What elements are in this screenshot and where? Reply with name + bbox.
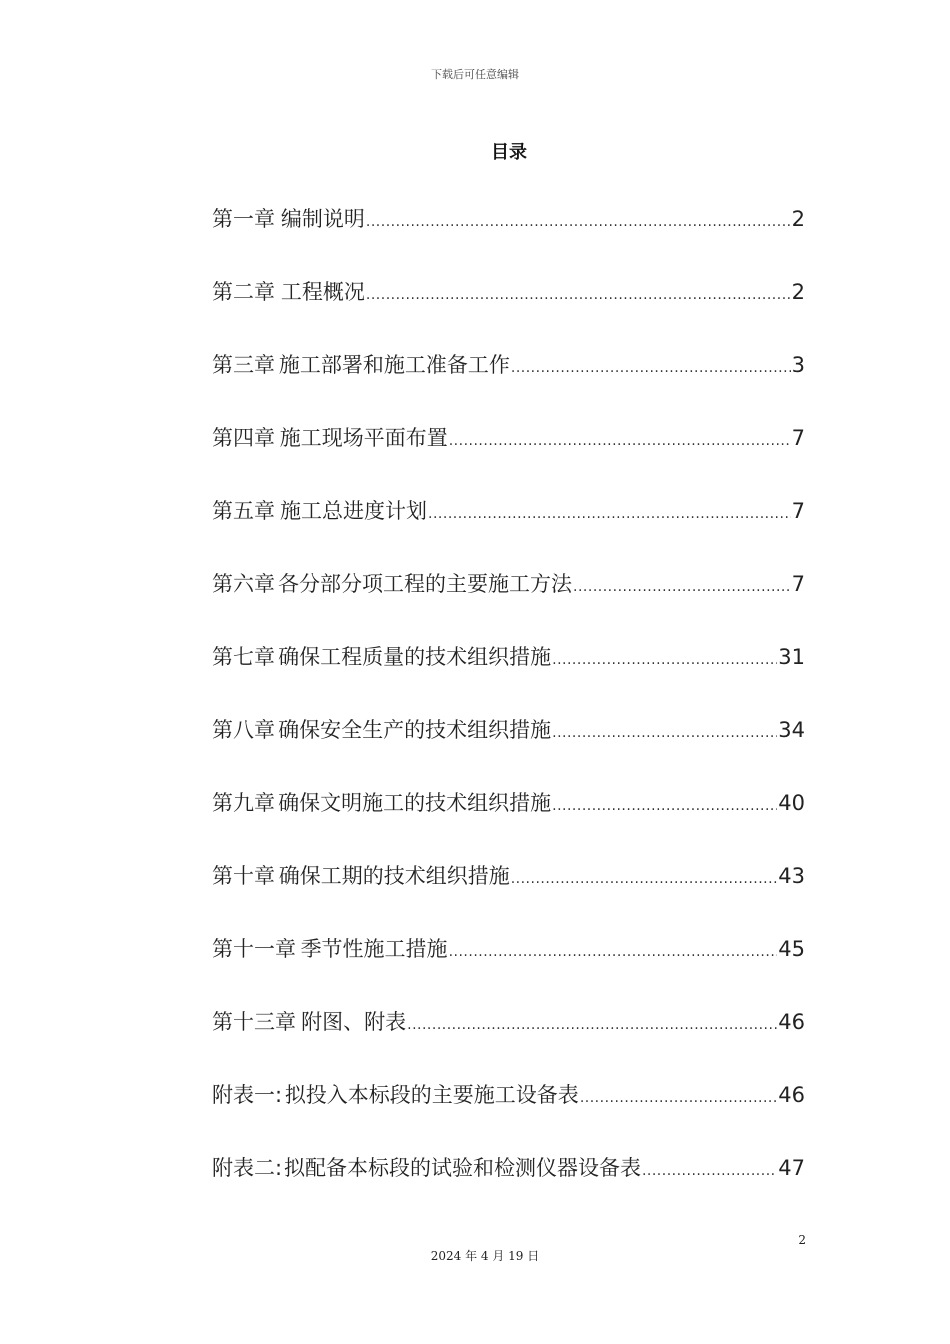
toc-entry-label: 拟投入本标段的主要施工设备表 xyxy=(284,1083,579,1107)
toc-entry-12[interactable] xyxy=(212,1000,805,1073)
toc-entry-label: 施工现场平面布置 xyxy=(279,426,448,450)
toc-entry-chapter: 第九章 xyxy=(212,791,275,815)
toc-entry-page: 34 xyxy=(778,718,805,742)
toc-leader-dots xyxy=(511,857,778,901)
toc-entry-2[interactable] xyxy=(212,270,805,343)
toc-leader-dots xyxy=(552,711,777,755)
page-number: 2 xyxy=(798,1233,806,1247)
toc-entry-page: 46 xyxy=(778,1083,805,1107)
toc-entry-chapter: 第四章 xyxy=(212,426,275,450)
toc-entry-label: 各分部分项工程的主要施工方法 xyxy=(278,572,573,596)
toc-entry-label: 施工总进度计划 xyxy=(280,499,428,523)
toc-leader-dots xyxy=(366,273,791,317)
toc-entry-page: 46 xyxy=(778,1010,805,1034)
toc-entry-3[interactable] xyxy=(212,343,805,416)
toc-leader-dots xyxy=(428,492,791,536)
toc-leader-dots xyxy=(449,930,778,974)
toc-entry-11[interactable] xyxy=(212,927,805,1000)
toc-leader-dots xyxy=(407,1003,777,1047)
toc-entry-chapter: 第三章 xyxy=(212,353,275,377)
toc-leader-dots xyxy=(366,200,791,244)
toc-entry-4[interactable] xyxy=(212,416,805,489)
toc-entry-page: 31 xyxy=(778,645,805,669)
toc-entry-page: 45 xyxy=(778,937,805,961)
toc-entry-chapter: 第二章 xyxy=(212,280,275,304)
toc-entry-8[interactable] xyxy=(212,708,805,781)
toc-leader-dots xyxy=(580,1076,777,1120)
toc-entry-page: 3 xyxy=(791,353,805,377)
toc-entry-5[interactable] xyxy=(212,489,805,562)
toc-entry-label: 确保工程质量的技术组织措施 xyxy=(278,645,552,669)
toc-entry-page: 7 xyxy=(791,426,805,450)
toc-leader-dots xyxy=(511,346,791,390)
toc-entry-10[interactable] xyxy=(212,854,805,927)
toc-entry-1[interactable] xyxy=(212,197,805,270)
toc-entry-label: 季节性施工措施 xyxy=(300,937,448,961)
toc-entry-chapter: 附表一: xyxy=(212,1083,283,1107)
toc-entry-page: 40 xyxy=(778,791,805,815)
toc-entry-chapter: 第五章 xyxy=(212,499,275,523)
toc-entry-label: 拟配备本标段的试验和检测仪器设备表 xyxy=(283,1156,641,1180)
toc-entry-6[interactable] xyxy=(212,562,805,635)
toc-entry-7[interactable] xyxy=(212,635,805,708)
toc-entry-page: 2 xyxy=(791,280,805,304)
toc-entry-page: 47 xyxy=(778,1156,805,1180)
toc-entry-chapter: 第十一章 xyxy=(212,937,296,961)
toc-entry-chapter: 第八章 xyxy=(212,718,275,742)
toc-leader-dots xyxy=(449,419,791,463)
toc-entry-9[interactable] xyxy=(212,781,805,854)
toc-entry-label: 编制说明 xyxy=(280,207,365,231)
toc-leader-dots xyxy=(552,638,777,682)
toc-entry-label: 确保安全生产的技术组织措施 xyxy=(278,718,552,742)
toc-entry-14[interactable] xyxy=(212,1146,805,1219)
toc-entry-page: 7 xyxy=(791,499,805,523)
toc-entry-page: 7 xyxy=(791,572,805,596)
toc-entry-chapter: 第一章 xyxy=(212,207,275,231)
toc-entry-label: 确保文明施工的技术组织措施 xyxy=(278,791,552,815)
toc-entry-label: 工程概况 xyxy=(280,280,365,304)
toc-list xyxy=(212,197,805,1219)
toc-title: 目录 xyxy=(491,142,527,163)
toc-leader-dots xyxy=(552,784,777,828)
header-note: 下载后可任意编辑 xyxy=(431,68,519,81)
toc-entry-label: 确保工期的技术组织措施 xyxy=(278,864,510,888)
toc-entry-chapter: 第七章 xyxy=(212,645,275,669)
toc-entry-page: 2 xyxy=(791,207,805,231)
toc-entry-13[interactable] xyxy=(212,1073,805,1146)
toc-entry-chapter: 第十章 xyxy=(212,864,275,888)
toc-leader-dots xyxy=(573,565,791,609)
toc-entry-chapter: 第六章 xyxy=(212,572,275,596)
toc-entry-chapter: 第十三章 xyxy=(212,1010,296,1034)
toc-entry-page: 43 xyxy=(778,864,805,888)
toc-entry-label: 施工部署和施工准备工作 xyxy=(278,353,510,377)
footer-date: 2024 年 4 月 19 日 xyxy=(430,1249,540,1263)
toc-leader-dots xyxy=(642,1149,777,1193)
toc-entry-chapter: 附表二: xyxy=(212,1156,283,1180)
toc-entry-label: 附图、附表 xyxy=(301,1010,407,1034)
